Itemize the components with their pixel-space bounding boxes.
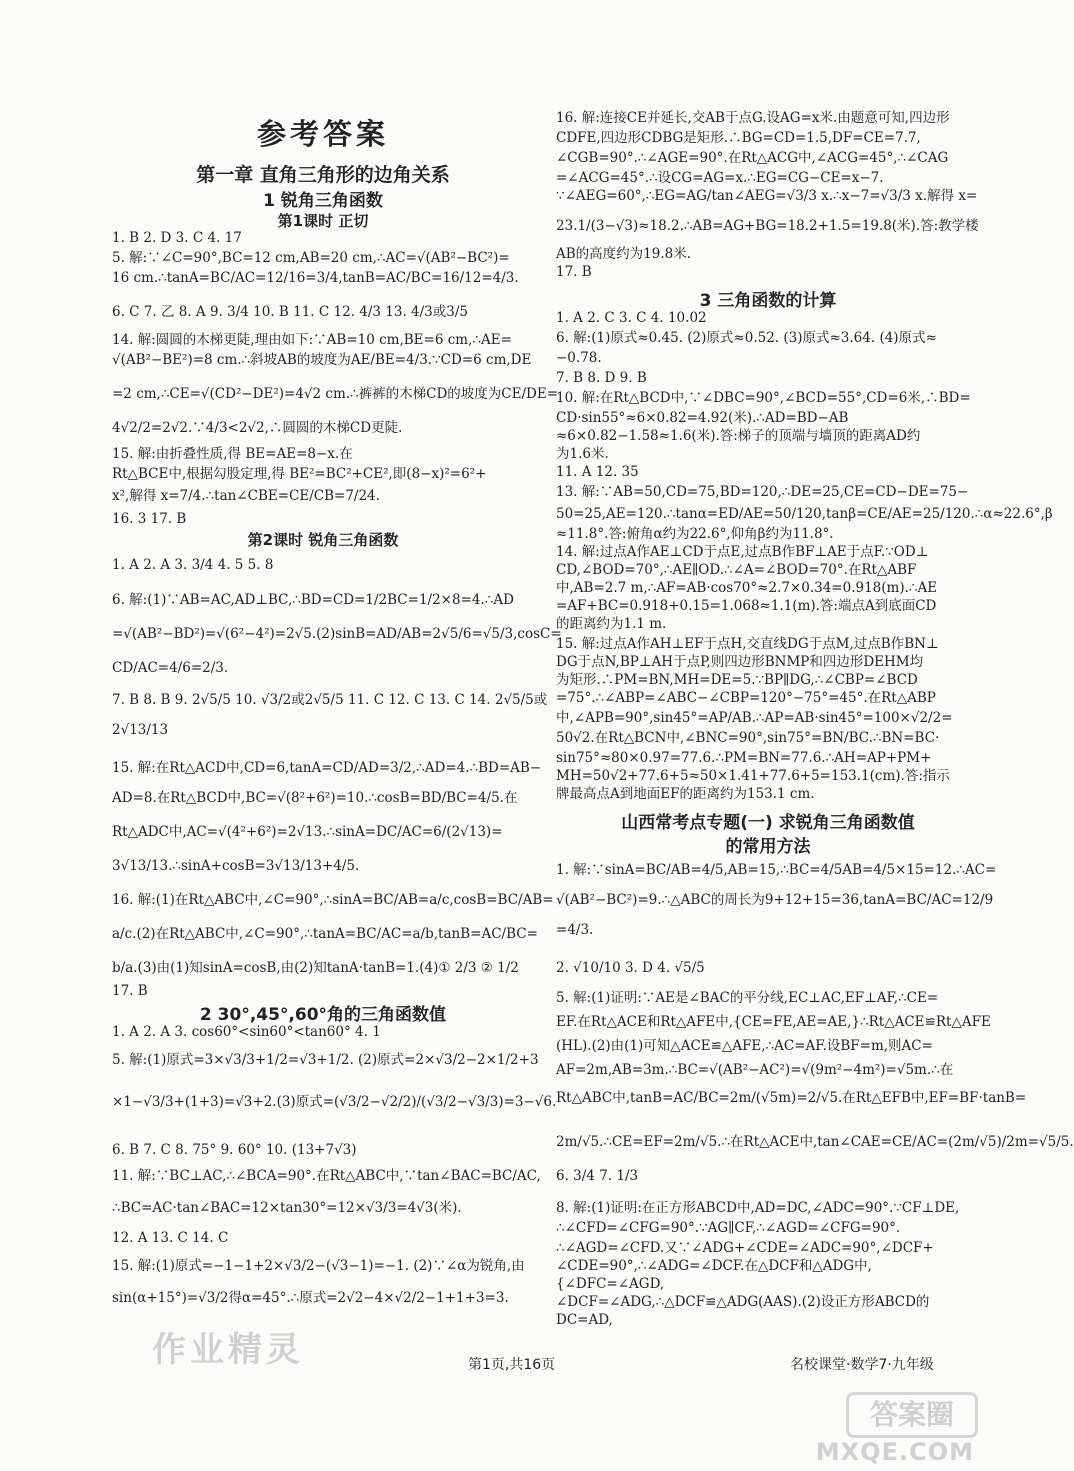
- lesson-2-title: 第2课时 锐角三角函数: [247, 531, 399, 549]
- answer-line: 4√2/2=2√2.∵4/3<2√2,∴圆圆的木梯CD更陡.: [112, 420, 403, 436]
- answer-line: CD/AC=4/6=2/3.: [112, 660, 229, 676]
- lesson-1-title: 第1课时 正切: [277, 212, 369, 230]
- answer-line: CD,∠BOD=70°,∴AE∥OD.∴∠A=∠BOD=70°.在Rt△ABF: [556, 562, 917, 578]
- answer-line: 中,∠APB=90°,sin45°=AP/AB.∴AP=AB·sin45°=100×√2/2=: [556, 710, 953, 726]
- special-topic-title: 山西常考点专题(一) 求锐角三角函数值: [621, 813, 915, 833]
- answer-line: AB的高度约为19.8米.: [556, 246, 692, 262]
- answer-line: =√(AB²−BD²)=√(6²−4²)=2√5.(2)sinB=AD/AB=2√5/6=√5/3,cosC=: [112, 626, 562, 642]
- section-3-title: 3 三角函数的计算: [699, 291, 837, 311]
- page-title: 参考答案: [256, 117, 389, 151]
- answer-line: 牌最高点A到地面EF的距离约为153.1 cm.: [556, 786, 815, 802]
- answer-line: 14. 解:圆圆的木梯更陡,理由如下:∵AB=10 cm,BE=6 cm,∴AE=: [112, 332, 512, 348]
- answer-line: CD·sin55°≈6×0.82=4.92(米).∴AD=BD−AB: [556, 410, 849, 426]
- answer-line: ∵∠AEG=60°,∴EG=AG/tan∠AEG=√3/3 x.∴x−7=√3/3 x.解得 x=: [556, 188, 978, 204]
- answer-line: 1. 解:∵sinA=BC/AB=4/5,AB=15,∴BC=4/5AB=4/5×15=12.∴AC=: [556, 862, 997, 878]
- answer-line: x²,解得 x=7/4.∴tan∠CBE=CE/CB=7/24.: [112, 488, 380, 504]
- section-1-title: 1 锐角三角函数: [263, 191, 383, 211]
- answer-line: EF.在Rt△ACE和Rt△AFE中,{CE=FE,AE=AE,}∴Rt△ACE≌Rt△AFE: [556, 1014, 991, 1030]
- answer-line: ×1−√3/3+(1+3)=√3+2.(3)原式=(√3/2−√2/2)/(√3/2−√3/3)=3−√6.: [112, 1094, 557, 1110]
- answer-line: AD=8.在Rt△BCD中,BC=√(8²+6²)=10.∴cosB=BD/BC=4/5.在: [112, 790, 518, 806]
- answer-line: 3√13/13.∴sinA+cosB=3√13/13+4/5.: [112, 858, 360, 874]
- answer-line: 5. 解:(1)证明:∵AE是∠BAC的平分线,EC⊥AC,EF⊥AF,∴CE=: [556, 990, 939, 1006]
- answer-line: 11. 解:∵BC⊥AC,∴∠BCA=90°.在Rt△ABC中,∵tan∠BAC=BC/AC,: [112, 1168, 541, 1184]
- answer-line: 1. B 2. D 3. C 4. 17: [112, 230, 242, 246]
- answer-line: 50√2.在Rt△BCN中,∠BNC=90°,sin75°=BN/BC.∴BN=BC·: [556, 730, 940, 746]
- answer-line: =AF+BC=0.918+0.15=1.068≈1.1(m).答:端点A到底面CD: [556, 598, 937, 614]
- answer-line: ∴BC=AC·tan∠BAC=12×tan30°=12×√3/3=4√3(米).: [112, 1200, 462, 1216]
- answer-line: a/c.(2)在Rt△ABC中,∠C=90°,∴tanA=BC/AC=a/b,tanB=AC/BC=: [112, 926, 538, 942]
- answer-line: 2m/√5.∴CE=EF=2m/√5.∴在Rt△ACE中,tan∠CAE=CE/AC=(2m/√5)/2m=√5/5.: [556, 1134, 1074, 1150]
- watermark-logo: 答案圈: [846, 1392, 978, 1438]
- answer-line: √(AB²−BE²)=8 cm.∴斜坡AB的坡度为AE/BE=4/3.∵CD=6 cm,DE: [112, 352, 532, 368]
- answer-line: −0.78.: [556, 350, 602, 366]
- answer-line: 1. A 2. A 3. 3/4 4. 5 5. 8: [112, 557, 274, 573]
- answer-line: 14. 解:过点A作AE⊥CD于点E,过点B作BF⊥AE于点F.∵OD⊥: [556, 544, 929, 560]
- answer-line: (HL).(2)由(1)可知△ACE≌△AFE,∴AC=AF.设BF=m,则AC=: [556, 1038, 933, 1054]
- answer-line: ∠CDE=90°,∴∠ADG=∠DCF.在△DCF和△ADG中,: [556, 1258, 872, 1274]
- watermark-stamp: 作业精灵: [152, 1330, 304, 1370]
- answer-line: 11. A 12. 35: [556, 464, 639, 480]
- answer-line: 8. 解:(1)证明:在正方形ABCD中,AD=DC,∠ADC=90°.∵CF⊥DE,: [556, 1200, 960, 1216]
- answer-line: 13. 解:∵AB=50,CD=75,BD=120,∴DE=25,CE=CD−DE=75−: [556, 484, 969, 500]
- answer-line: 50=25,AE=120.∴tanα=ED/AE=50/120,tanβ=CE/AE=25/120.∴α≈22.6°,β: [556, 506, 1053, 522]
- answer-line: 7. B 8. B 9. 2√5/5 10. √3/2或2√5/5 11. C 12. C 13. C 14. 2√5/5或: [112, 692, 548, 708]
- answer-line: 7. B 8. D 9. B: [556, 370, 647, 386]
- section-2-title: 2 30°,45°,60°角的三角函数值: [199, 1005, 447, 1025]
- answer-line: CDFE,四边形CDBG是矩形.∴BG=CD=1.5,DF=CE=7.7,: [556, 130, 921, 146]
- answer-line: 17. B: [556, 264, 592, 280]
- answer-line: sin75°≈80×0.97=77.6.∴PM=BN=77.6.∴AH=AP+PM+: [556, 750, 932, 766]
- special-topic-title-2: 的常用方法: [725, 837, 811, 857]
- answer-line: ≈11.8°.答:俯角α约为22.6°,仰角β约为11.8°.: [556, 526, 834, 542]
- answer-line: 16. 解:连接CE并延长,交AB于点G.设AG=x米.由题意可知,四边形: [556, 110, 950, 126]
- answer-line: 1. A 2. A 3. cos60°<sin60°<tan60° 4. 1: [112, 1024, 381, 1040]
- answer-line: 15. 解:由折叠性质,得 BE=AE=8−x.在: [112, 446, 353, 462]
- page-number: 第1页,共16页: [468, 1357, 556, 1373]
- answer-line: 5. 解:(1)原式=3×√3/3+1/2=√3+1/2. (2)原式=2×√3/2−2×1/2+3: [112, 1052, 539, 1068]
- watermark-url: MXQE.COM: [815, 1438, 974, 1466]
- answer-line: 中,AB=2.7 m,∴AF=AB·cos70°≈2.7×0.34=0.918(m).∴AE: [556, 580, 938, 596]
- answer-line: 23.1/(3−√3)≈18.2.∴AB=AG+BG=18.2+1.5=19.8(米).答:教学楼: [556, 218, 979, 234]
- answer-line: ∴∠CFD=∠CFG=90°.∵AG∥CF,∴∠AGD=∠CFG=90°.: [556, 1220, 901, 1236]
- answer-line: 15. 解:过点A作AH⊥EF于点H,交直线DG于点M,过点B作BN⊥: [556, 636, 939, 652]
- answer-line: Rt△ABC中,tanB=AC/BC=2m/(√5m)=2/√5.在Rt△EFB中,EF=BF·tanB=: [556, 1090, 1027, 1106]
- answer-line: 6. C 7. 乙 8. A 9. 3/4 10. B 11. C 12. 4/3 13. 4/3或3/5: [112, 304, 469, 320]
- answer-line: ∴∠AGD=∠CFD.又∵∠ADG+∠CDE=∠ADC=90°,∠DCF+: [556, 1240, 934, 1256]
- answer-line: Rt△ADC中,AC=√(4²+6²)=2√13.∴sinA=DC/AC=6/(2√13)=: [112, 824, 503, 840]
- answer-line: 2√13/13: [112, 722, 169, 738]
- answer-line: 17. B: [112, 983, 148, 999]
- answer-line: 16 cm.∴tanA=BC/AC=12/16=3/4,tanB=AC/BC=16/12=4/3.: [112, 270, 519, 286]
- answer-line: √(AB²−BC²)=9.∴△ABC的周长为9+12+15=36,tanA=BC/AC=12/9: [556, 892, 994, 908]
- answer-line: Rt△BCE中,根据勾股定理,得 BE²=BC²+CE²,即(8−x)²=6²+: [112, 466, 487, 482]
- answer-line: DG于点N,BP⊥AH于点P,则四边形BNMP和四边形DEHM均: [556, 654, 924, 670]
- answer-line: 6. 解:(1)原式≈0.45. (2)原式≈0.52. (3)原式≈3.64. (4)原式≈: [556, 330, 937, 346]
- answer-line: =2 cm,∴CE=√(CD²−DE²)=4√2 cm.∴裤裤的木梯CD的坡度为CE/DE=: [112, 386, 559, 402]
- answer-line: 10. 解:在Rt△BCD中,∵∠DBC=90°,∠BCD=55°,CD=6米,∴BD=: [556, 390, 971, 406]
- answer-line: 15. 解:(1)原式=−1−1+2×√3/2−(√3−1)=−1. (2)∵∠α为锐角,由: [112, 1258, 525, 1274]
- answer-line: AF=2m,AB=3m.∴BC=√(AB²−AC²)=√(9m²−4m²)=√5m.∴在: [556, 1062, 954, 1078]
- answer-line: 15. 解:在Rt△ACD中,CD=6,tanA=CD/AD=3/2,∴AD=4.∴BD=AB−: [112, 760, 542, 776]
- answer-line: 为矩形.∴PM=BN,MH=DE=5.∵BP∥DG,∴∠CBP=∠BCD: [556, 672, 918, 688]
- answer-line: 的距离约为1.1 m.: [556, 616, 667, 632]
- answer-line: =4/3.: [556, 922, 594, 938]
- chapter-title: 第一章 直角三角形的边角关系: [196, 164, 450, 186]
- answer-line: 1. A 2. C 3. C 4. 10.02: [556, 310, 707, 326]
- answer-line: 6. 解:(1)∵AB=AC,AD⊥BC,∴BD=CD=1/2BC=1/2×8=4.∴AD: [112, 592, 514, 608]
- answer-line: MH=50√2+77.6+5≈50×1.41+77.6+5=153.1(cm).答:指示: [556, 768, 950, 784]
- answer-line: =∠ACG=45°.∴设CG=AG=x.∴EG=CG−CE=x−7.: [556, 170, 884, 186]
- answer-line: {∠DFC=∠AGD,: [556, 1276, 665, 1292]
- answer-line: sin(α+15°)=√3/2得α=45°.∴原式=2√2−4×√2/2−1+1+3=3.: [112, 1290, 509, 1306]
- answer-line: ∠CGB=90°.∴∠AGE=90°.在Rt△ACG中,∠ACG=45°,∴∠CAG: [556, 150, 949, 166]
- answer-line: 2. √10/10 3. D 4. √5/5: [556, 960, 705, 976]
- answer-line: 16. 3 17. B: [112, 511, 187, 527]
- answer-line: b/a.(3)由(1)知sinA=cosB,由(2)知tanA·tanB=1.(4)① 2/3 ② 1/2: [112, 960, 519, 976]
- answer-line: 12. A 13. C 14. C: [112, 1230, 229, 1246]
- answer-line: ≈6×0.82−1.58≈1.6(米).答:梯子的顶端与墙顶的距离AD约: [556, 428, 921, 444]
- answer-line: ∠DCF=∠ADG,∴△DCF≌△ADG(AAS).(2)设正方形ABCD的: [556, 1294, 930, 1310]
- answer-line: 6. 3/4 7. 1/3: [556, 1168, 639, 1184]
- answer-line: 为1.6米.: [556, 446, 609, 462]
- answer-line: =75°.∴∠ABP=∠ABC−∠CBP=120°−75°=45°.在Rt△ABP: [556, 690, 936, 706]
- book-label: 名校课堂·数学7·九年级: [790, 1357, 934, 1373]
- answer-line: 5. 解:∵∠C=90°,BC=12 cm,AB=20 cm,∴AC=√(AB²−BC²)=: [112, 250, 510, 266]
- answer-line: 16. 解:(1)在Rt△ABC中,∠C=90°,∴sinA=BC/AB=a/c,cosB=BC/AB=: [112, 892, 554, 908]
- answer-line: DC=AD,: [556, 1312, 613, 1328]
- answer-line: 6. B 7. C 8. 75° 9. 60° 10. (13+7√3): [112, 1142, 357, 1158]
